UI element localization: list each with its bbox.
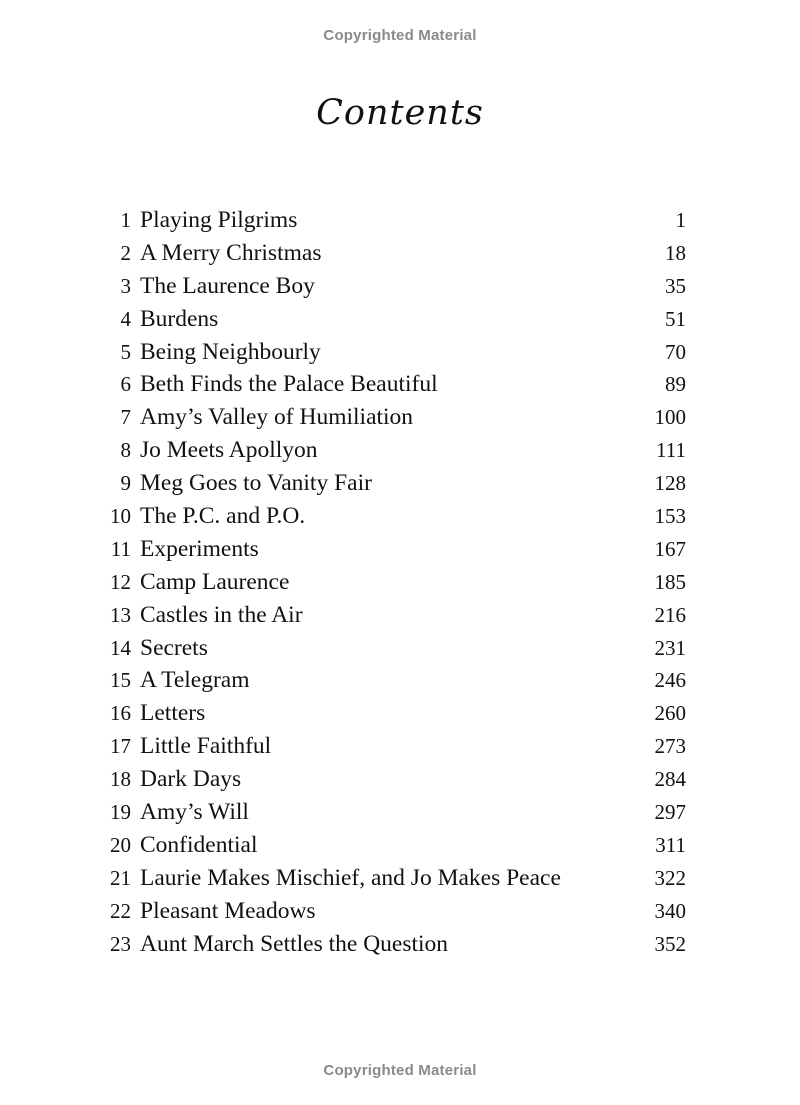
chapter-title: A Merry Christmas [140, 239, 322, 266]
page-number: 297 [654, 800, 686, 825]
chapter-number: 23 [110, 931, 131, 956]
chapter-title: Beth Finds the Palace Beautiful [140, 371, 438, 398]
page-number: 167 [654, 536, 686, 561]
page-number: 216 [654, 602, 686, 627]
toc-entry [100, 763, 690, 796]
page-number: 231 [654, 635, 686, 660]
toc-entry [100, 862, 690, 895]
chapter-number: 17 [110, 734, 131, 759]
chapter-number: 12 [110, 569, 131, 594]
toc-entry [100, 204, 690, 237]
chapter-number: 10 [110, 504, 131, 529]
toc-entry [100, 664, 690, 697]
chapter-title: Being Neighbourly [140, 338, 321, 365]
chapter-number: 8 [120, 438, 131, 463]
toc-entry [100, 467, 690, 500]
chapter-title: Meg Goes to Vanity Fair [140, 470, 372, 497]
copyright-watermark-top: Copyrighted Material [323, 27, 477, 44]
toc-entry [100, 336, 690, 369]
chapter-title: Amy’s Valley of Humiliation [140, 404, 414, 431]
chapter-title: Playing Pilgrims [140, 207, 298, 233]
page-number: 260 [654, 701, 686, 726]
chapter-number: 7 [120, 405, 131, 430]
chapter-title: Aunt March Settles the Question [140, 930, 449, 957]
chapter-title: Burdens [140, 305, 219, 332]
toc-entry [100, 434, 690, 467]
chapter-title: The Laurence Boy [140, 272, 315, 299]
chapter-number: 22 [110, 898, 131, 923]
chapter-title: Little Faithful [140, 733, 272, 760]
page-number: 70 [665, 339, 686, 364]
chapter-title: Dark Days [140, 766, 242, 793]
page-number: 100 [654, 405, 686, 430]
page-number: 246 [654, 668, 686, 693]
chapter-title: Pleasant Meadows [140, 897, 316, 924]
toc-entry [100, 599, 690, 632]
chapter-title: Amy’s Will [140, 799, 249, 826]
toc-entry [100, 566, 690, 599]
toc-entry [100, 829, 690, 862]
page-number: 153 [654, 504, 686, 529]
chapter-title: A Telegram [140, 667, 250, 694]
toc-entry [100, 895, 690, 928]
page-number: 185 [654, 569, 686, 594]
chapter-number: 6 [120, 372, 131, 397]
page-number: 273 [654, 734, 686, 759]
chapter-title: Jo Meets Apollyon [140, 437, 318, 464]
chapter-title: The P.C. and P.O. [140, 503, 306, 530]
chapter-title: Experiments [140, 535, 259, 562]
toc-entry [100, 928, 690, 961]
chapter-number: 1 [120, 208, 131, 232]
chapter-number: 11 [110, 536, 131, 561]
chapter-number: 16 [110, 701, 131, 726]
toc-entry [100, 500, 690, 533]
page-number: 89 [665, 372, 686, 397]
chapter-title: Confidential [140, 831, 258, 858]
chapter-title: Camp Laurence [140, 568, 290, 595]
chapter-number: 4 [120, 306, 131, 331]
chapter-number: 13 [110, 602, 131, 627]
chapter-number: 9 [120, 471, 131, 496]
copyright-watermark-bottom: Copyrighted Material [323, 1062, 477, 1079]
chapter-number: 3 [120, 273, 131, 298]
toc-entry [100, 730, 690, 763]
toc-entry [100, 237, 690, 270]
chapter-title: Laurie Makes Mischief, and Jo Makes Peace [140, 864, 561, 891]
page-number: 51 [665, 306, 686, 331]
chapter-number: 18 [110, 767, 131, 792]
page-number: 340 [654, 898, 686, 923]
page-number: 352 [654, 931, 686, 956]
toc-entry [100, 303, 690, 336]
page-number: 322 [654, 865, 686, 890]
chapter-number: 5 [120, 339, 131, 364]
page-number: 1 [675, 208, 686, 232]
page-number: 128 [654, 471, 686, 496]
page-number: 18 [665, 240, 686, 265]
toc-entry [100, 533, 690, 566]
chapter-number: 15 [110, 668, 131, 693]
page-number: 35 [665, 273, 686, 298]
chapter-title: Castles in the Air [140, 601, 303, 628]
chapter-number: 14 [110, 635, 131, 660]
page-number: 284 [654, 767, 686, 792]
toc-entry [100, 697, 690, 730]
chapter-number: 2 [120, 240, 131, 265]
table-of-contents [100, 204, 690, 960]
chapter-number: 20 [110, 832, 131, 857]
toc-entry [100, 401, 690, 434]
chapter-title: Secrets [140, 634, 208, 661]
toc-entry [100, 796, 690, 829]
toc-entry [100, 632, 690, 665]
chapter-title: Letters [140, 700, 206, 727]
page-title: Contents [316, 93, 484, 133]
page-number: 311 [655, 832, 686, 857]
toc-entry [100, 270, 690, 303]
page-number: 111 [656, 438, 686, 463]
chapter-number: 19 [110, 800, 131, 825]
toc-entry [100, 368, 690, 401]
chapter-number: 21 [110, 865, 131, 890]
